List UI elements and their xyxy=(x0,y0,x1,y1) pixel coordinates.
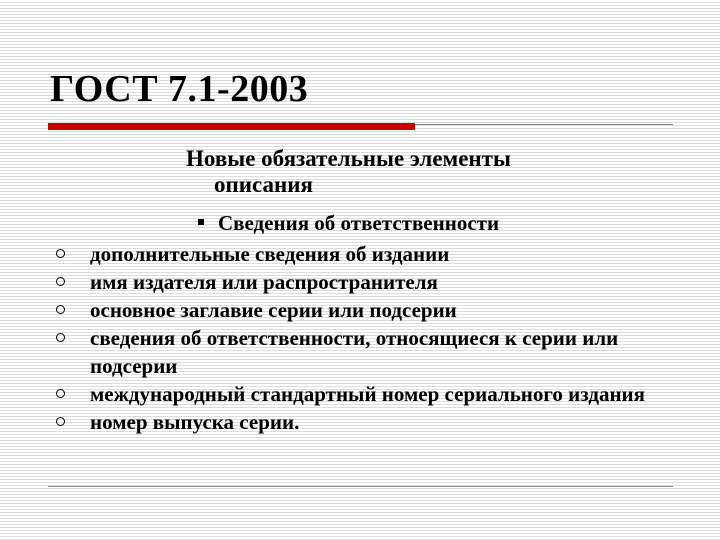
circle-bullet-icon xyxy=(56,277,65,286)
circle-bullet-icon xyxy=(56,305,65,314)
list-item-text: сведения об ответственности, относящиеся к серии или подсерии xyxy=(90,326,619,378)
list-item-text: номер выпуска серии. xyxy=(90,410,300,434)
list-item-text: дополнительные сведения об издании xyxy=(90,242,450,266)
list-item xyxy=(56,380,676,408)
bottom-divider-line xyxy=(48,486,673,487)
sub-bullet-text: Сведения об ответственности xyxy=(218,211,500,235)
list-item-text: имя издателя или распространителя xyxy=(90,270,438,294)
list-item-text: международный стандартный номер сериального издания xyxy=(90,382,646,406)
slide-title: ГОСТ 7.1-2003 xyxy=(50,68,309,110)
list-item xyxy=(56,408,676,436)
list-item xyxy=(56,268,676,296)
square-bullet-icon xyxy=(198,219,204,225)
list-item xyxy=(56,296,676,324)
circle-bullet-icon xyxy=(56,249,65,258)
sub-bullet xyxy=(198,210,499,236)
slide-subtitle xyxy=(186,146,606,198)
list-item xyxy=(56,324,676,380)
subtitle-line-1: Новые обязательные элементы xyxy=(186,146,511,171)
list-item xyxy=(56,240,676,268)
list-item-text: основное заглавие серии или подсерии xyxy=(90,298,457,322)
subtitle-line-2: описания xyxy=(214,172,313,197)
circle-bullet-icon xyxy=(56,389,65,398)
title-divider-line xyxy=(415,124,673,125)
title-accent-bar xyxy=(48,123,415,130)
circle-bullet-icon xyxy=(56,417,65,426)
circle-bullet-icon xyxy=(56,333,65,342)
bullet-list xyxy=(56,240,676,436)
